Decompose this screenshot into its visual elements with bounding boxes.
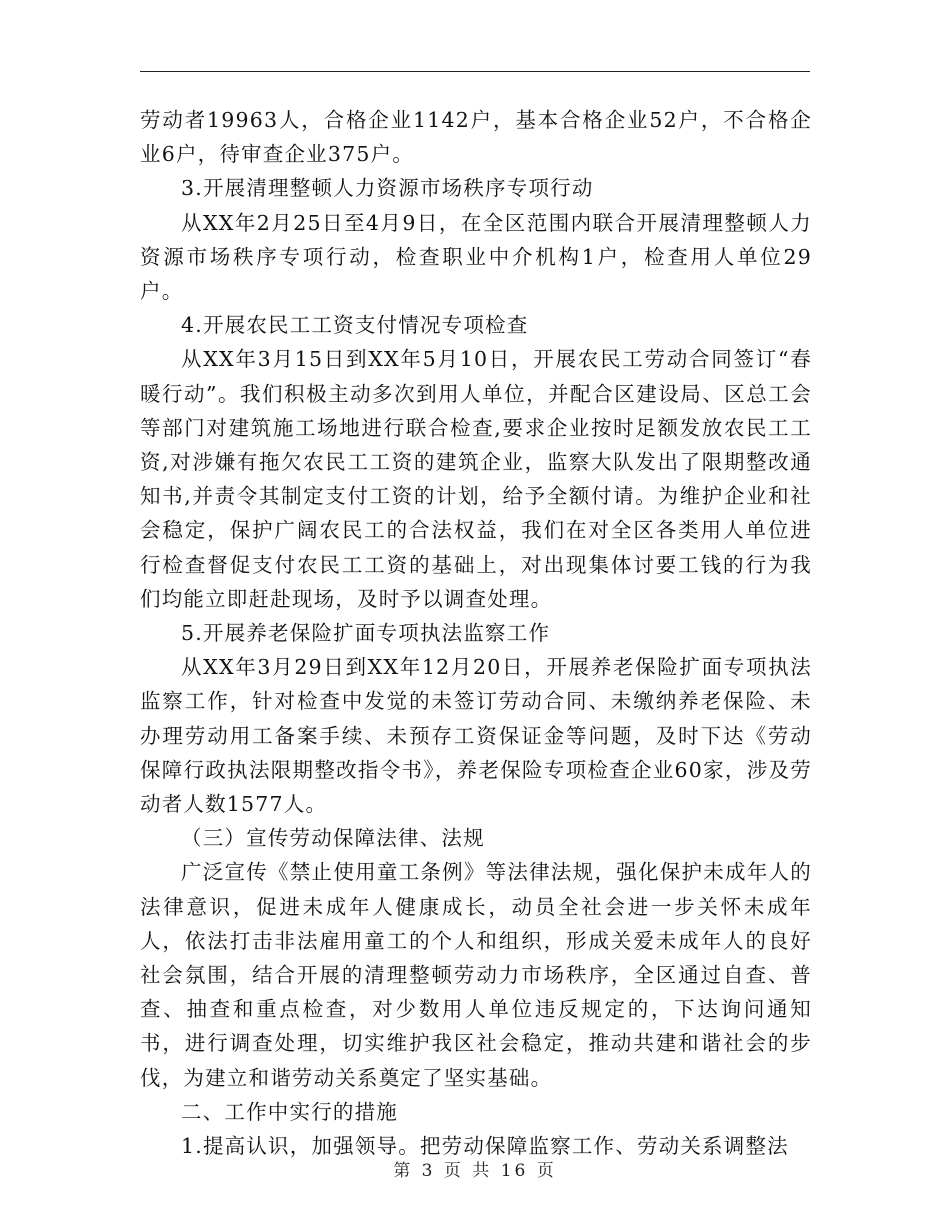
document-body [140, 103, 812, 1163]
paragraph: 从XX年2月25日至4月9日，在全区范围内联合开展清理整顿人力资源市场秩序专项行动，检查职业中介机构1户，检查用人单位29户。 [140, 210, 812, 304]
section-heading: 二、工作中实行的措施 [181, 1099, 398, 1124]
section-heading: 4.开展农民工工资支付情况专项检查 [181, 313, 529, 338]
paragraph: 从XX年3月15日到XX年5月10日，开展农民工劳动合同签订“春暖行动”。我们积极主动多次到用人单位，并配合区建设局、区总工会等部门对建筑施工场地进行联合检查,要求企业按时足额发放农民工工资,对涉嫌有拖欠农民工工资的建筑企业，监察大队发出了限期整改通知书,并责令其制定支付工资的计划，给予全额付请。为维护企业和社会稳定，保护广阔农民工的合法权益，我们在对全区各类用人单位进行检查督促支付农民工工资的基础上，对出现集体讨要工钱的行为我们均能立即赶赴现场，及时予以调查处理。 [140, 347, 812, 611]
paragraph: 广泛宣传《禁止使用童工条例》等法律法规，强化保护未成年人的法律意识，促进未成年人健康成长，动员全社会进一步关怀未成年人，依法打击非法雇用童工的个人和组织，形成关爱未成年人的良好社会氛围，结合开展的清理整顿劳动力市场秩序，全区通过自查、普查、抽查和重点检查，对少数用人单位违反规定的，下达询问通知书，进行调查处理，切实维护我区社会稳定，推动共建和谐社会的步伐，为建立和谐劳动关系奠定了坚实基础。 [140, 860, 812, 1090]
section-heading: （三）宣传劳动保障法律、法规 [181, 826, 485, 851]
section-heading: 5.开展养老保险扩面专项执法监察工作 [181, 621, 551, 646]
paragraph: 1.提高认识，加强领导。把劳动保障监察工作、劳动关系调整法 [181, 1134, 789, 1159]
header-rule [140, 71, 810, 72]
page-number: 第 3 页 共 16 页 [393, 1161, 557, 1181]
paragraph: 劳动者19963人，合格企业1142户，基本合格企业52户，不合格企业6户，待审查企业375户。 [140, 108, 812, 167]
section-heading: 3.开展清理整顿人力资源市场秩序专项行动 [181, 176, 594, 201]
paragraph: 从XX年3月29日到XX年12月20日，开展养老保险扩面专项执法监察工作，针对检查中发觉的未签订劳动合同、未缴纳养老保险、未办理劳动用工备案手续、未预存工资保证金等问题，及时下达《劳动保障行政执法限期整改指令书》，养老保险专项检查企业60家，涉及劳动者人数1577人。 [140, 655, 812, 817]
